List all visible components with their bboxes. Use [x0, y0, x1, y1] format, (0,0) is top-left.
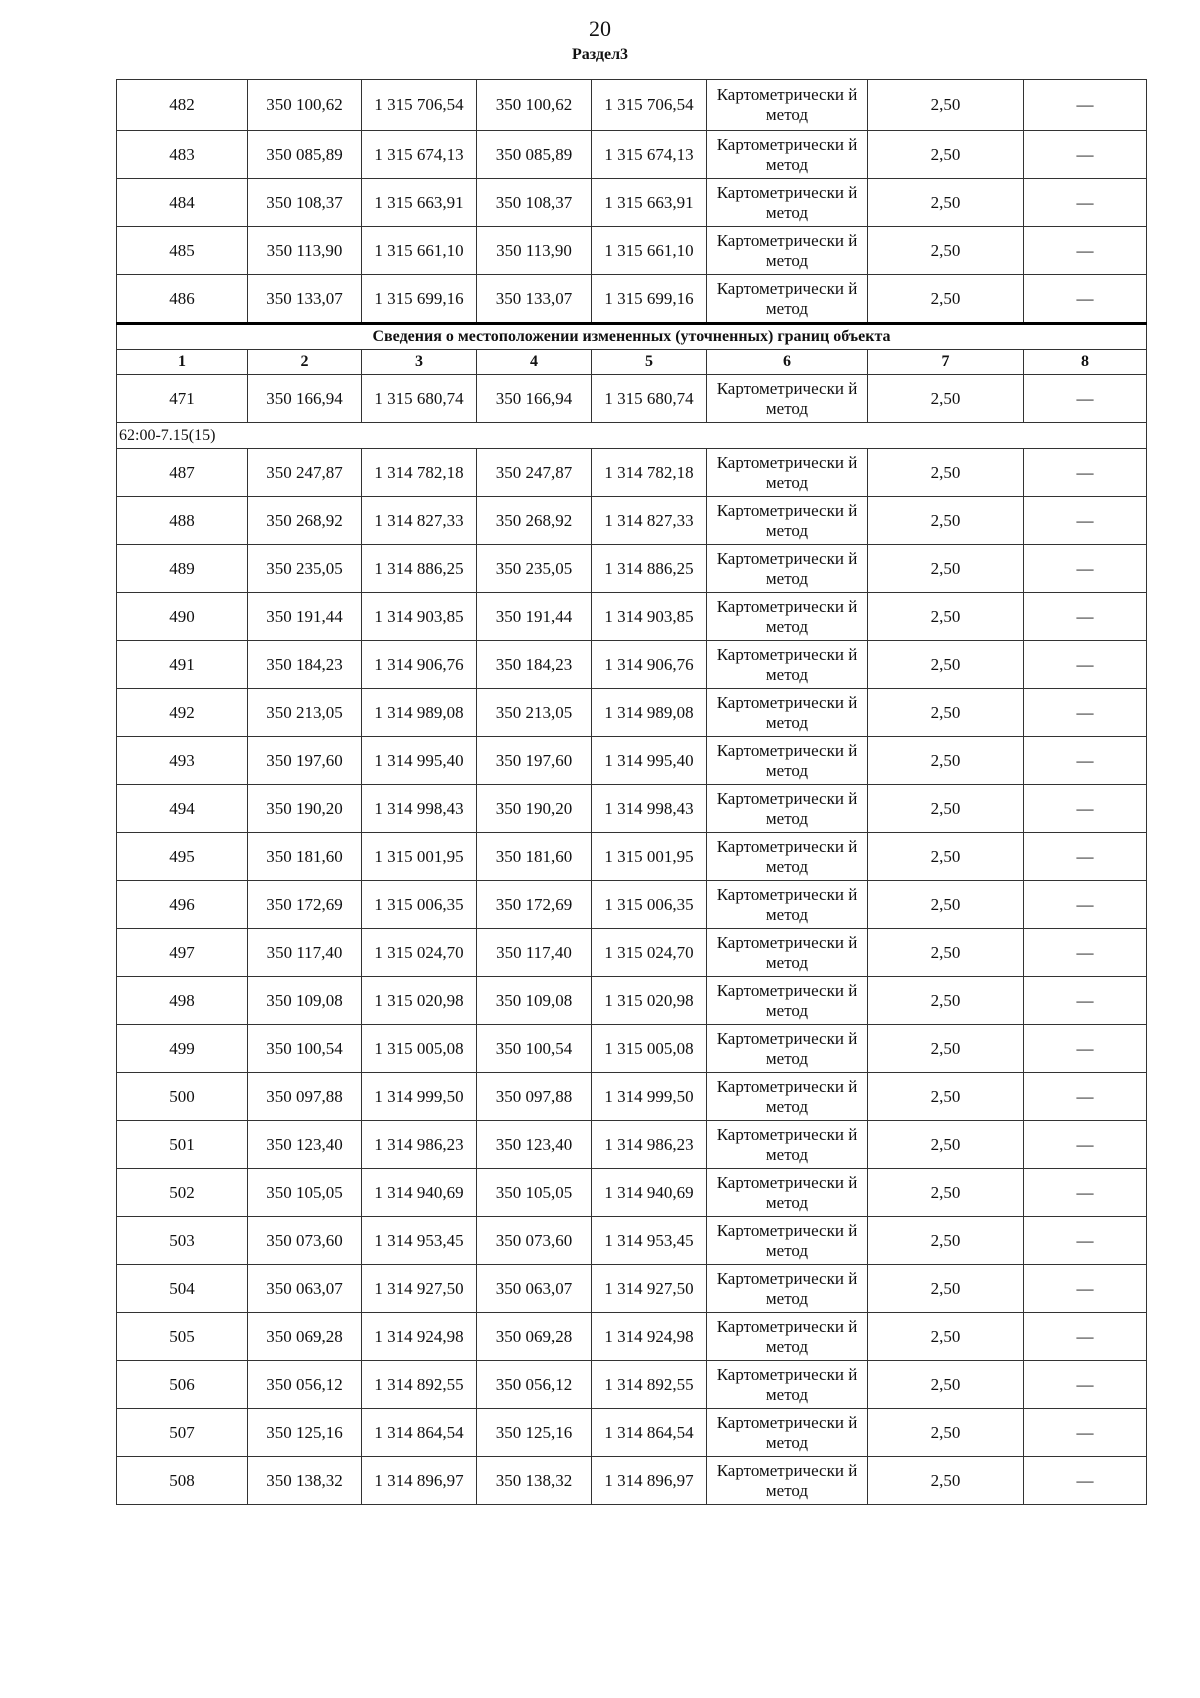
cell-y-coordinate: 1 314 927,50 — [362, 1265, 477, 1313]
cell-x-coordinate: 350 235,05 — [248, 545, 362, 593]
cell-method: Картометрически й метод — [707, 179, 868, 227]
cell-accuracy: 2,50 — [868, 1313, 1024, 1361]
table-row — [117, 1361, 1147, 1409]
cell-method: Картометрически й метод — [707, 1265, 868, 1313]
cell-y-coordinate-existing: 1 314 953,45 — [592, 1217, 707, 1265]
table-row — [117, 179, 1147, 227]
cell-note: — — [1024, 1265, 1147, 1313]
cell-y-coordinate: 1 315 020,98 — [362, 977, 477, 1025]
cell-accuracy: 2,50 — [868, 977, 1024, 1025]
cell-accuracy: 2,50 — [868, 1265, 1024, 1313]
cell-accuracy: 2,50 — [868, 375, 1024, 423]
cell-y-coordinate: 1 315 663,91 — [362, 179, 477, 227]
cell-method: Картометрически й метод — [707, 833, 868, 881]
cell-x-coordinate-existing: 350 197,60 — [477, 737, 592, 785]
cell-x-coordinate: 350 268,92 — [248, 497, 362, 545]
cell-method: Картометрически й метод — [707, 545, 868, 593]
table-row — [117, 737, 1147, 785]
table-row — [117, 131, 1147, 179]
cell-x-coordinate-existing: 350 108,37 — [477, 179, 592, 227]
cell-x-coordinate: 350 247,87 — [248, 449, 362, 497]
cell-accuracy: 2,50 — [868, 1121, 1024, 1169]
cell-note: — — [1024, 737, 1147, 785]
cell-y-coordinate: 1 314 903,85 — [362, 593, 477, 641]
cell-y-coordinate: 1 314 782,18 — [362, 449, 477, 497]
cell-method: Картометрически й метод — [707, 497, 868, 545]
cell-note: — — [1024, 275, 1147, 324]
cell-accuracy: 2,50 — [868, 593, 1024, 641]
cell-point-number: 502 — [117, 1169, 248, 1217]
column-number: 7 — [868, 350, 1024, 375]
cell-note: — — [1024, 449, 1147, 497]
cell-method: Картометрически й метод — [707, 737, 868, 785]
table-row — [117, 1409, 1147, 1457]
cell-y-coordinate-existing: 1 315 699,16 — [592, 275, 707, 324]
section-heading: Сведения о местоположении измененных (уточненных) границ объекта — [117, 324, 1147, 350]
cell-note: — — [1024, 179, 1147, 227]
cell-point-number: 495 — [117, 833, 248, 881]
cell-x-coordinate-existing: 350 097,88 — [477, 1073, 592, 1121]
cell-y-coordinate-existing: 1 314 989,08 — [592, 689, 707, 737]
table-row — [117, 1313, 1147, 1361]
cell-note: — — [1024, 1361, 1147, 1409]
cell-y-coordinate: 1 314 998,43 — [362, 785, 477, 833]
cell-x-coordinate-existing: 350 166,94 — [477, 375, 592, 423]
cell-note: — — [1024, 131, 1147, 179]
table-block-changed-points — [117, 375, 1147, 423]
section-heading-row — [117, 324, 1147, 350]
cell-y-coordinate: 1 314 989,08 — [362, 689, 477, 737]
cell-x-coordinate: 350 069,28 — [248, 1313, 362, 1361]
cell-note: — — [1024, 929, 1147, 977]
cell-x-coordinate-existing: 350 125,16 — [477, 1409, 592, 1457]
cell-x-coordinate: 350 056,12 — [248, 1361, 362, 1409]
cell-x-coordinate: 350 191,44 — [248, 593, 362, 641]
coordinates-table — [116, 79, 1147, 1505]
cell-y-coordinate-existing: 1 315 663,91 — [592, 179, 707, 227]
cell-method: Картометрически й метод — [707, 275, 868, 324]
table-row — [117, 497, 1147, 545]
cell-point-number: 486 — [117, 275, 248, 324]
cell-y-coordinate-existing: 1 314 999,50 — [592, 1073, 707, 1121]
cell-x-coordinate: 350 097,88 — [248, 1073, 362, 1121]
cell-method: Картометрически й метод — [707, 1025, 868, 1073]
cell-accuracy: 2,50 — [868, 737, 1024, 785]
cell-x-coordinate: 350 125,16 — [248, 1409, 362, 1457]
table-block-group-points — [117, 449, 1147, 1505]
cell-y-coordinate-existing: 1 314 940,69 — [592, 1169, 707, 1217]
cell-method: Картометрически й метод — [707, 977, 868, 1025]
table-row — [117, 1169, 1147, 1217]
cell-x-coordinate: 350 181,60 — [248, 833, 362, 881]
cell-x-coordinate-existing: 350 247,87 — [477, 449, 592, 497]
cell-accuracy: 2,50 — [868, 641, 1024, 689]
cell-y-coordinate: 1 314 940,69 — [362, 1169, 477, 1217]
cell-point-number: 497 — [117, 929, 248, 977]
cell-point-number: 508 — [117, 1457, 248, 1505]
cell-point-number: 482 — [117, 80, 248, 131]
cell-note: — — [1024, 881, 1147, 929]
column-number: 2 — [248, 350, 362, 375]
cell-y-coordinate: 1 314 906,76 — [362, 641, 477, 689]
cell-method: Картометрически й метод — [707, 449, 868, 497]
cell-accuracy: 2,50 — [868, 179, 1024, 227]
cell-point-number: 499 — [117, 1025, 248, 1073]
cell-x-coordinate-existing: 350 100,54 — [477, 1025, 592, 1073]
cell-method: Картометрически й метод — [707, 641, 868, 689]
table-row — [117, 641, 1147, 689]
cell-x-coordinate: 350 117,40 — [248, 929, 362, 977]
cell-y-coordinate: 1 314 953,45 — [362, 1217, 477, 1265]
cell-y-coordinate-existing: 1 314 864,54 — [592, 1409, 707, 1457]
cell-note: — — [1024, 227, 1147, 275]
cell-y-coordinate-existing: 1 314 927,50 — [592, 1265, 707, 1313]
table-block-heading — [117, 324, 1147, 375]
cell-x-coordinate-existing: 350 073,60 — [477, 1217, 592, 1265]
cell-y-coordinate-existing: 1 314 886,25 — [592, 545, 707, 593]
cell-accuracy: 2,50 — [868, 833, 1024, 881]
cell-point-number: 491 — [117, 641, 248, 689]
cell-x-coordinate: 350 100,62 — [248, 80, 362, 131]
cell-point-number: 483 — [117, 131, 248, 179]
cell-point-number: 488 — [117, 497, 248, 545]
cell-x-coordinate: 350 085,89 — [248, 131, 362, 179]
cell-point-number: 485 — [117, 227, 248, 275]
table-row — [117, 275, 1147, 324]
cell-x-coordinate-existing: 350 235,05 — [477, 545, 592, 593]
cell-point-number: 489 — [117, 545, 248, 593]
cell-method: Картометрически й метод — [707, 1169, 868, 1217]
cell-y-coordinate: 1 314 986,23 — [362, 1121, 477, 1169]
cell-x-coordinate: 350 123,40 — [248, 1121, 362, 1169]
cell-note: — — [1024, 1073, 1147, 1121]
cell-x-coordinate-existing: 350 123,40 — [477, 1121, 592, 1169]
cell-accuracy: 2,50 — [868, 881, 1024, 929]
cell-y-coordinate: 1 315 674,13 — [362, 131, 477, 179]
table-row — [117, 593, 1147, 641]
cell-x-coordinate-existing: 350 191,44 — [477, 593, 592, 641]
cell-y-coordinate-existing: 1 314 896,97 — [592, 1457, 707, 1505]
cell-note: — — [1024, 833, 1147, 881]
cell-x-coordinate-existing: 350 100,62 — [477, 80, 592, 131]
cell-x-coordinate-existing: 350 213,05 — [477, 689, 592, 737]
cell-method: Картометрически й метод — [707, 929, 868, 977]
cell-y-coordinate-existing: 1 315 005,08 — [592, 1025, 707, 1073]
cell-note: — — [1024, 375, 1147, 423]
cell-x-coordinate: 350 133,07 — [248, 275, 362, 324]
cell-accuracy: 2,50 — [868, 1361, 1024, 1409]
cell-method: Картометрически й метод — [707, 1457, 868, 1505]
table-row — [117, 929, 1147, 977]
cell-point-number: 500 — [117, 1073, 248, 1121]
cell-method: Картометрически й метод — [707, 881, 868, 929]
cell-x-coordinate: 350 109,08 — [248, 977, 362, 1025]
cell-y-coordinate: 1 315 005,08 — [362, 1025, 477, 1073]
cell-x-coordinate-existing: 350 184,23 — [477, 641, 592, 689]
column-number-row — [117, 350, 1147, 375]
cell-y-coordinate-existing: 1 315 006,35 — [592, 881, 707, 929]
cell-note: — — [1024, 1025, 1147, 1073]
column-number: 3 — [362, 350, 477, 375]
cell-note: — — [1024, 80, 1147, 131]
cell-method: Картометрически й метод — [707, 1073, 868, 1121]
cell-point-number: 503 — [117, 1217, 248, 1265]
cell-accuracy: 2,50 — [868, 1409, 1024, 1457]
cell-point-number: 507 — [117, 1409, 248, 1457]
cell-accuracy: 2,50 — [868, 1025, 1024, 1073]
cell-method: Картометрически й метод — [707, 1409, 868, 1457]
table-row — [117, 689, 1147, 737]
cell-x-coordinate-existing: 350 172,69 — [477, 881, 592, 929]
table-row — [117, 1457, 1147, 1505]
cell-accuracy: 2,50 — [868, 1169, 1024, 1217]
cell-point-number: 506 — [117, 1361, 248, 1409]
cell-y-coordinate-existing: 1 314 782,18 — [592, 449, 707, 497]
cell-method: Картометрически й метод — [707, 375, 868, 423]
cell-y-coordinate-existing: 1 314 827,33 — [592, 497, 707, 545]
cell-note: — — [1024, 1121, 1147, 1169]
cell-y-coordinate-existing: 1 314 986,23 — [592, 1121, 707, 1169]
cell-y-coordinate: 1 314 892,55 — [362, 1361, 477, 1409]
cell-y-coordinate: 1 315 006,35 — [362, 881, 477, 929]
table-row — [117, 80, 1147, 131]
cell-x-coordinate: 350 138,32 — [248, 1457, 362, 1505]
cell-accuracy: 2,50 — [868, 1073, 1024, 1121]
cell-accuracy: 2,50 — [868, 131, 1024, 179]
cell-point-number: 494 — [117, 785, 248, 833]
cell-x-coordinate-existing: 350 117,40 — [477, 929, 592, 977]
table-row — [117, 1073, 1147, 1121]
group-label: 62:00-7.15(15) — [117, 423, 1147, 449]
table-row — [117, 833, 1147, 881]
cell-x-coordinate: 350 197,60 — [248, 737, 362, 785]
cell-accuracy: 2,50 — [868, 929, 1024, 977]
cell-y-coordinate-existing: 1 315 661,10 — [592, 227, 707, 275]
cell-note: — — [1024, 593, 1147, 641]
cell-y-coordinate-existing: 1 315 706,54 — [592, 80, 707, 131]
cell-point-number: 492 — [117, 689, 248, 737]
cell-y-coordinate-existing: 1 314 998,43 — [592, 785, 707, 833]
column-number: 5 — [592, 350, 707, 375]
cell-note: — — [1024, 545, 1147, 593]
cell-note: — — [1024, 641, 1147, 689]
cell-note: — — [1024, 1313, 1147, 1361]
cell-x-coordinate-existing: 350 113,90 — [477, 227, 592, 275]
cell-x-coordinate-existing: 350 069,28 — [477, 1313, 592, 1361]
cell-point-number: 487 — [117, 449, 248, 497]
cell-accuracy: 2,50 — [868, 227, 1024, 275]
table-row — [117, 785, 1147, 833]
cell-y-coordinate-existing: 1 314 924,98 — [592, 1313, 707, 1361]
cell-method: Картометрически й метод — [707, 785, 868, 833]
cell-y-coordinate: 1 314 886,25 — [362, 545, 477, 593]
cell-accuracy: 2,50 — [868, 275, 1024, 324]
cell-y-coordinate: 1 315 024,70 — [362, 929, 477, 977]
column-number: 4 — [477, 350, 592, 375]
cell-y-coordinate: 1 315 706,54 — [362, 80, 477, 131]
table-row — [117, 1265, 1147, 1313]
cell-y-coordinate-existing: 1 314 892,55 — [592, 1361, 707, 1409]
cell-x-coordinate-existing: 350 056,12 — [477, 1361, 592, 1409]
cell-point-number: 490 — [117, 593, 248, 641]
group-label-row — [117, 423, 1147, 449]
cell-y-coordinate: 1 315 661,10 — [362, 227, 477, 275]
cell-point-number: 471 — [117, 375, 248, 423]
cell-note: — — [1024, 1169, 1147, 1217]
cell-x-coordinate: 350 100,54 — [248, 1025, 362, 1073]
cell-y-coordinate-existing: 1 315 001,95 — [592, 833, 707, 881]
cell-note: — — [1024, 1409, 1147, 1457]
cell-y-coordinate-existing: 1 314 906,76 — [592, 641, 707, 689]
cell-method: Картометрически й метод — [707, 227, 868, 275]
cell-accuracy: 2,50 — [868, 785, 1024, 833]
cell-point-number: 498 — [117, 977, 248, 1025]
table-row — [117, 1121, 1147, 1169]
table-row — [117, 1025, 1147, 1073]
section-title: Раздел3 — [571, 46, 629, 63]
cell-point-number: 484 — [117, 179, 248, 227]
cell-point-number: 505 — [117, 1313, 248, 1361]
column-number: 1 — [117, 350, 248, 375]
cell-x-coordinate-existing: 350 268,92 — [477, 497, 592, 545]
cell-y-coordinate-existing: 1 315 680,74 — [592, 375, 707, 423]
cell-method: Картометрически й метод — [707, 1361, 868, 1409]
table-row — [117, 977, 1147, 1025]
cell-y-coordinate: 1 314 924,98 — [362, 1313, 477, 1361]
cell-accuracy: 2,50 — [868, 689, 1024, 737]
cell-x-coordinate-existing: 350 063,07 — [477, 1265, 592, 1313]
cell-x-coordinate: 350 190,20 — [248, 785, 362, 833]
cell-y-coordinate-existing: 1 314 995,40 — [592, 737, 707, 785]
cell-point-number: 493 — [117, 737, 248, 785]
column-number: 6 — [707, 350, 868, 375]
cell-y-coordinate-existing: 1 315 020,98 — [592, 977, 707, 1025]
cell-x-coordinate: 350 166,94 — [248, 375, 362, 423]
cell-x-coordinate: 350 108,37 — [248, 179, 362, 227]
cell-y-coordinate: 1 314 864,54 — [362, 1409, 477, 1457]
cell-method: Картометрически й метод — [707, 689, 868, 737]
cell-x-coordinate-existing: 350 190,20 — [477, 785, 592, 833]
cell-note: — — [1024, 689, 1147, 737]
table-row — [117, 881, 1147, 929]
cell-point-number: 504 — [117, 1265, 248, 1313]
cell-y-coordinate: 1 314 827,33 — [362, 497, 477, 545]
cell-x-coordinate: 350 184,23 — [248, 641, 362, 689]
cell-note: — — [1024, 977, 1147, 1025]
column-number: 8 — [1024, 350, 1147, 375]
cell-y-coordinate: 1 315 680,74 — [362, 375, 477, 423]
cell-y-coordinate-existing: 1 315 674,13 — [592, 131, 707, 179]
cell-y-coordinate: 1 314 896,97 — [362, 1457, 477, 1505]
cell-y-coordinate: 1 315 699,16 — [362, 275, 477, 324]
cell-method: Картометрически й метод — [707, 1313, 868, 1361]
cell-point-number: 496 — [117, 881, 248, 929]
cell-x-coordinate-existing: 350 109,08 — [477, 977, 592, 1025]
cell-note: — — [1024, 1217, 1147, 1265]
cell-method: Картометрически й метод — [707, 593, 868, 641]
cell-y-coordinate: 1 314 995,40 — [362, 737, 477, 785]
cell-x-coordinate-existing: 350 085,89 — [477, 131, 592, 179]
cell-note: — — [1024, 497, 1147, 545]
table-block-group — [117, 423, 1147, 449]
table-row — [117, 227, 1147, 275]
table-row — [117, 545, 1147, 593]
table-block-points — [117, 80, 1147, 324]
cell-accuracy: 2,50 — [868, 497, 1024, 545]
table-row — [117, 1217, 1147, 1265]
cell-y-coordinate: 1 315 001,95 — [362, 833, 477, 881]
cell-x-coordinate: 350 113,90 — [248, 227, 362, 275]
cell-accuracy: 2,50 — [868, 449, 1024, 497]
cell-method: Картометрически й метод — [707, 1217, 868, 1265]
cell-method: Картометрически й метод — [707, 1121, 868, 1169]
cell-x-coordinate: 350 073,60 — [248, 1217, 362, 1265]
cell-accuracy: 2,50 — [868, 80, 1024, 131]
cell-accuracy: 2,50 — [868, 545, 1024, 593]
cell-x-coordinate: 350 213,05 — [248, 689, 362, 737]
cell-x-coordinate: 350 063,07 — [248, 1265, 362, 1313]
table-row — [117, 449, 1147, 497]
cell-accuracy: 2,50 — [868, 1217, 1024, 1265]
cell-x-coordinate: 350 172,69 — [248, 881, 362, 929]
cell-accuracy: 2,50 — [868, 1457, 1024, 1505]
cell-note: — — [1024, 785, 1147, 833]
cell-x-coordinate-existing: 350 181,60 — [477, 833, 592, 881]
cell-x-coordinate: 350 105,05 — [248, 1169, 362, 1217]
cell-method: Картометрически й метод — [707, 131, 868, 179]
table-row — [117, 375, 1147, 423]
cell-x-coordinate-existing: 350 138,32 — [477, 1457, 592, 1505]
cell-y-coordinate-existing: 1 315 024,70 — [592, 929, 707, 977]
cell-y-coordinate: 1 314 999,50 — [362, 1073, 477, 1121]
cell-point-number: 501 — [117, 1121, 248, 1169]
cell-x-coordinate-existing: 350 133,07 — [477, 275, 592, 324]
cell-note: — — [1024, 1457, 1147, 1505]
page-number: 20 — [589, 16, 611, 41]
cell-y-coordinate-existing: 1 314 903,85 — [592, 593, 707, 641]
cell-method: Картометрически й метод — [707, 80, 868, 131]
cell-x-coordinate-existing: 350 105,05 — [477, 1169, 592, 1217]
